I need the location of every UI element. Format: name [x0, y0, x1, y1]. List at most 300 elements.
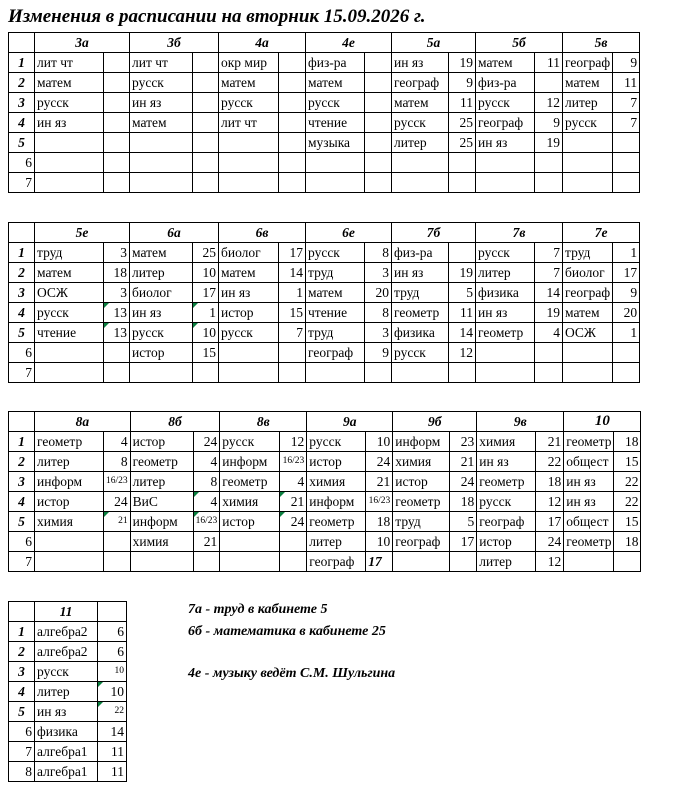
- subject-cell: [306, 173, 365, 193]
- lesson-number: 3: [9, 93, 35, 113]
- room-cell: 3: [104, 283, 130, 303]
- subject-cell: [306, 363, 365, 383]
- note-4e: 4е - музыку ведёт С.М. Шульгина: [188, 666, 396, 681]
- room-cell: [280, 532, 307, 552]
- room-cell: 17: [450, 532, 477, 552]
- room-cell: [279, 363, 306, 383]
- subject-cell: информ: [307, 492, 366, 512]
- subject-cell: географ: [563, 53, 613, 73]
- room-cell: 21: [193, 532, 220, 552]
- table-row: [9, 662, 127, 682]
- room-cell: [449, 363, 476, 383]
- room-cell: 12: [449, 343, 476, 363]
- subject-cell: химия: [130, 532, 193, 552]
- room-cell: 1: [193, 303, 219, 323]
- table-row: [9, 532, 641, 552]
- room-cell: 17: [279, 243, 306, 263]
- room-cell: 7: [613, 93, 640, 113]
- lesson-number: 4: [9, 682, 35, 702]
- subject-cell: географ: [477, 512, 536, 532]
- corner-cell: [9, 223, 35, 243]
- room-cell: [365, 173, 392, 193]
- room-cell: 16/23: [366, 492, 393, 512]
- class-header-7в: 7в: [476, 223, 563, 243]
- room-cell: 16/23: [193, 512, 220, 532]
- subject-cell: матем: [392, 93, 449, 113]
- room-cell: [613, 173, 640, 193]
- room-cell: [280, 552, 307, 572]
- room-cell: [193, 133, 219, 153]
- table-row: [9, 552, 641, 572]
- room-cell: 10: [193, 263, 219, 283]
- corner-cell: [9, 412, 35, 432]
- room-cell: [535, 73, 563, 93]
- lesson-number: 4: [9, 113, 35, 133]
- subject-cell: литер: [307, 532, 366, 552]
- subject-cell: [220, 552, 280, 572]
- room-cell: 7: [279, 323, 306, 343]
- room-cell: 15: [279, 303, 306, 323]
- room-cell: [193, 173, 219, 193]
- room-cell: [193, 53, 219, 73]
- class-header-8а: 8а: [35, 412, 131, 432]
- subject-cell: труд: [393, 512, 450, 532]
- table-row: [9, 303, 640, 323]
- lesson-number: 5: [9, 323, 35, 343]
- room-cell: [365, 93, 392, 113]
- table-row: [9, 492, 641, 512]
- room-cell: [279, 343, 306, 363]
- subject-cell: физика: [392, 323, 449, 343]
- subject-cell: геометр: [220, 472, 280, 492]
- room-cell: 18: [614, 532, 641, 552]
- subject-cell: геометр: [130, 452, 193, 472]
- room-cell: 24: [280, 512, 307, 532]
- subject-cell: информ: [130, 512, 193, 532]
- subject-cell: алгебра1: [35, 762, 98, 782]
- subject-cell: русск: [130, 73, 193, 93]
- room-cell: 17: [613, 263, 640, 283]
- subject-cell: геометр: [564, 532, 614, 552]
- lesson-number: 1: [9, 432, 35, 452]
- header-row: [9, 602, 127, 622]
- subject-cell: русск: [306, 93, 365, 113]
- room-cell: [104, 113, 130, 133]
- subject-cell: матем: [476, 53, 535, 73]
- room-cell: [365, 113, 392, 133]
- room-cell: [365, 53, 392, 73]
- subject-cell: [563, 133, 613, 153]
- subject-cell: ин яз: [219, 283, 279, 303]
- subject-cell: литер: [476, 263, 535, 283]
- room-cell: [279, 93, 306, 113]
- room-cell: [104, 53, 130, 73]
- subject-cell: биолог: [130, 283, 193, 303]
- subject-cell: [476, 153, 535, 173]
- room-cell: [535, 363, 563, 383]
- lesson-number: 6: [9, 343, 35, 363]
- subject-cell: литер: [130, 472, 193, 492]
- room-cell: 13: [104, 303, 130, 323]
- subject-cell: истор: [219, 303, 279, 323]
- room-cell: 11: [98, 762, 127, 782]
- subject-cell: литер: [563, 93, 613, 113]
- subject-cell: [130, 133, 193, 153]
- table-row: [9, 93, 640, 113]
- subject-cell: [219, 133, 279, 153]
- room-cell: [104, 133, 130, 153]
- subject-cell: русск: [35, 662, 98, 682]
- subject-cell: [219, 153, 279, 173]
- header-row: [9, 33, 640, 53]
- table-row: [9, 153, 640, 173]
- room-cell: 22: [614, 492, 641, 512]
- class-header-5е: 5е: [35, 223, 130, 243]
- subject-cell: физика: [476, 283, 535, 303]
- subject-cell: [564, 552, 614, 572]
- subject-cell: русск: [130, 323, 193, 343]
- room-cell: 8: [193, 472, 220, 492]
- room-cell: 10: [366, 432, 393, 452]
- room-cell: 21: [536, 432, 564, 452]
- room-cell: [450, 552, 477, 572]
- subject-cell: химия: [477, 432, 536, 452]
- room-cell: 4: [535, 323, 563, 343]
- room-cell: 7: [613, 113, 640, 133]
- subject-cell: геометр: [476, 323, 535, 343]
- subject-cell: ин яз: [477, 452, 536, 472]
- subject-cell: литер: [392, 133, 449, 153]
- table-row: [9, 263, 640, 283]
- subject-cell: географ: [563, 283, 613, 303]
- room-cell: [449, 173, 476, 193]
- corner-cell: [9, 602, 35, 622]
- class-header-6е: 6е: [306, 223, 392, 243]
- subject-cell: [130, 153, 193, 173]
- room-cell: 1: [613, 243, 640, 263]
- subject-cell: ин яз: [130, 93, 193, 113]
- subject-cell: чтение: [306, 113, 365, 133]
- room-cell: 8: [104, 452, 131, 472]
- subject-cell: литер: [130, 263, 193, 283]
- class-header-3б: 3б: [130, 33, 219, 53]
- lesson-number: 2: [9, 452, 35, 472]
- table-row: [9, 363, 640, 383]
- room-cell: 15: [614, 512, 641, 532]
- subject-cell: истор: [220, 512, 280, 532]
- table-row: [9, 742, 127, 762]
- room-cell: [279, 53, 306, 73]
- subject-cell: [563, 363, 613, 383]
- table-row: [9, 73, 640, 93]
- subject-cell: матем: [306, 73, 365, 93]
- subject-cell: химия: [393, 452, 450, 472]
- room-cell: 10: [98, 662, 127, 682]
- subject-cell: [220, 532, 280, 552]
- subject-cell: физ-ра: [476, 73, 535, 93]
- room-cell: 18: [536, 472, 564, 492]
- table-row: [9, 173, 640, 193]
- table-row: [9, 702, 127, 722]
- subject-cell: чтение: [306, 303, 365, 323]
- subject-cell: [392, 153, 449, 173]
- room-cell: [365, 133, 392, 153]
- subject-cell: [35, 532, 104, 552]
- subject-cell: алгебра1: [35, 742, 98, 762]
- subject-cell: литер: [35, 452, 104, 472]
- subject-cell: физика: [35, 722, 98, 742]
- class-header-3а: 3а: [35, 33, 130, 53]
- lesson-number: 3: [9, 662, 35, 682]
- subject-cell: истор: [393, 472, 450, 492]
- subject-cell: ин яз: [35, 702, 98, 722]
- room-cell: [613, 153, 640, 173]
- room-cell: 22: [536, 452, 564, 472]
- subject-cell: русск: [307, 432, 366, 452]
- subject-cell: [563, 153, 613, 173]
- subject-cell: общест: [564, 452, 614, 472]
- subject-cell: истор: [130, 343, 193, 363]
- subject-cell: химия: [220, 492, 280, 512]
- table-row: [9, 722, 127, 742]
- class-header-7е: 7е: [563, 223, 640, 243]
- lesson-number: 7: [9, 552, 35, 572]
- lesson-number: 2: [9, 73, 35, 93]
- subject-cell: ОСЖ: [563, 323, 613, 343]
- subject-cell: ин яз: [476, 303, 535, 323]
- subject-cell: матем: [130, 113, 193, 133]
- room-cell: 11: [613, 73, 640, 93]
- subject-cell: русск: [35, 93, 104, 113]
- lesson-number: 1: [9, 622, 35, 642]
- lesson-number: 6: [9, 722, 35, 742]
- room-cell: 9: [613, 53, 640, 73]
- room-cell: [193, 552, 220, 572]
- schedule-block-3: [8, 411, 641, 572]
- room-cell: [613, 363, 640, 383]
- subject-cell: истор: [307, 452, 366, 472]
- room-cell: 19: [535, 303, 563, 323]
- subject-cell: информ: [35, 472, 104, 492]
- note-6b: 6б - математика в кабинете 25: [188, 624, 386, 639]
- subject-cell: литер: [477, 552, 536, 572]
- class-header-9б: 9б: [393, 412, 477, 432]
- room-cell: [104, 343, 130, 363]
- room-cell: 19: [449, 263, 476, 283]
- room-cell: 5: [450, 512, 477, 532]
- class-header-7б: 7б: [392, 223, 476, 243]
- class-header-5а: 5а: [392, 33, 476, 53]
- room-cell: [535, 173, 563, 193]
- subject-cell: [476, 343, 535, 363]
- header-row: [9, 412, 641, 432]
- lesson-number: 7: [9, 173, 35, 193]
- subject-cell: алгебра2: [35, 622, 98, 642]
- subject-cell: ин яз: [564, 492, 614, 512]
- room-cell: 17: [366, 552, 393, 572]
- subject-cell: матем: [563, 73, 613, 93]
- class-header-9в: 9в: [477, 412, 564, 432]
- subject-cell: [35, 363, 104, 383]
- room-cell: 9: [365, 343, 392, 363]
- subject-cell: [563, 343, 613, 363]
- subject-cell: [130, 173, 193, 193]
- lesson-number: 6: [9, 153, 35, 173]
- lesson-number: 5: [9, 702, 35, 722]
- room-cell: [193, 113, 219, 133]
- room-cell: 21: [450, 452, 477, 472]
- subject-cell: лит чт: [130, 53, 193, 73]
- room-cell: 3: [365, 323, 392, 343]
- table-row: [9, 323, 640, 343]
- room-cell: 7: [535, 263, 563, 283]
- subject-cell: биолог: [219, 243, 279, 263]
- room-cell: 17: [193, 283, 219, 303]
- lesson-number: 3: [9, 283, 35, 303]
- empty-cell: [98, 602, 127, 622]
- room-cell: [613, 343, 640, 363]
- room-cell: [365, 73, 392, 93]
- room-cell: 3: [104, 243, 130, 263]
- room-cell: 22: [614, 472, 641, 492]
- lesson-number: 4: [9, 492, 35, 512]
- table-row: [9, 642, 127, 662]
- page-title: Изменения в расписании на вторник 15.09.2026 г.: [8, 6, 426, 27]
- room-cell: 12: [536, 552, 564, 572]
- lesson-number: 6: [9, 532, 35, 552]
- subject-cell: [35, 173, 104, 193]
- subject-cell: русск: [476, 93, 535, 113]
- lesson-number: 5: [9, 133, 35, 153]
- room-cell: 12: [280, 432, 307, 452]
- subject-cell: матем: [35, 263, 104, 283]
- subject-cell: матем: [130, 243, 193, 263]
- subject-cell: географ: [307, 552, 366, 572]
- room-cell: 14: [98, 722, 127, 742]
- room-cell: 14: [279, 263, 306, 283]
- lesson-number: 2: [9, 642, 35, 662]
- subject-cell: истор: [477, 532, 536, 552]
- subject-cell: ин яз: [35, 113, 104, 133]
- table-row: [9, 452, 641, 472]
- room-cell: 10: [193, 323, 219, 343]
- room-cell: [535, 343, 563, 363]
- room-cell: 11: [535, 53, 563, 73]
- subject-cell: ин яз: [392, 263, 449, 283]
- room-cell: 13: [104, 323, 130, 343]
- room-cell: [279, 73, 306, 93]
- corner-cell: [9, 33, 35, 53]
- subject-cell: физ-ра: [306, 53, 365, 73]
- room-cell: [104, 532, 131, 552]
- subject-cell: географ: [393, 532, 450, 552]
- room-cell: 19: [449, 53, 476, 73]
- room-cell: 25: [449, 133, 476, 153]
- subject-cell: труд: [392, 283, 449, 303]
- room-cell: 24: [366, 452, 393, 472]
- room-cell: 25: [193, 243, 219, 263]
- table-row: [9, 283, 640, 303]
- subject-cell: [35, 552, 104, 572]
- room-cell: 15: [614, 452, 641, 472]
- subject-cell: ОСЖ: [35, 283, 104, 303]
- subject-cell: истор: [35, 492, 104, 512]
- class-header-9а: 9а: [307, 412, 393, 432]
- lesson-number: 7: [9, 742, 35, 762]
- schedule-block-1: [8, 32, 640, 193]
- subject-cell: [130, 552, 193, 572]
- subject-cell: труд: [306, 263, 365, 283]
- subject-cell: истор: [130, 432, 193, 452]
- table-row: [9, 113, 640, 133]
- subject-cell: [392, 363, 449, 383]
- room-cell: [613, 133, 640, 153]
- subject-cell: труд: [306, 323, 365, 343]
- subject-cell: [476, 363, 535, 383]
- table-row: [9, 432, 641, 452]
- room-cell: 11: [98, 742, 127, 762]
- subject-cell: [219, 173, 279, 193]
- room-cell: 4: [193, 452, 220, 472]
- room-cell: 18: [614, 432, 641, 452]
- subject-cell: лит чт: [35, 53, 104, 73]
- room-cell: 18: [104, 263, 130, 283]
- room-cell: [449, 153, 476, 173]
- subject-cell: геометр: [307, 512, 366, 532]
- room-cell: [614, 552, 641, 572]
- subject-cell: [393, 552, 450, 572]
- table-row: [9, 512, 641, 532]
- schedule-block-11: [8, 601, 127, 782]
- room-cell: 14: [535, 283, 563, 303]
- class-header-8в: 8в: [220, 412, 307, 432]
- room-cell: 10: [98, 682, 127, 702]
- table-row: [9, 53, 640, 73]
- subject-cell: музыка: [306, 133, 365, 153]
- subject-cell: [476, 173, 535, 193]
- table-row: [9, 243, 640, 263]
- subject-cell: ин яз: [130, 303, 193, 323]
- subject-cell: [219, 343, 279, 363]
- room-cell: 15: [193, 343, 219, 363]
- room-cell: 11: [449, 303, 476, 323]
- class-header-8б: 8б: [130, 412, 220, 432]
- room-cell: 18: [450, 492, 477, 512]
- subject-cell: биолог: [563, 263, 613, 283]
- class-header-5б: 5б: [476, 33, 563, 53]
- table-row: [9, 472, 641, 492]
- subject-cell: [392, 173, 449, 193]
- room-cell: 3: [365, 263, 392, 283]
- subject-cell: литер: [35, 682, 98, 702]
- subject-cell: физ-ра: [392, 243, 449, 263]
- subject-cell: труд: [563, 243, 613, 263]
- subject-cell: лит чт: [219, 113, 279, 133]
- lesson-number: 7: [9, 363, 35, 383]
- room-cell: [193, 363, 219, 383]
- subject-cell: [35, 343, 104, 363]
- room-cell: 7: [535, 243, 563, 263]
- subject-cell: русск: [392, 343, 449, 363]
- room-cell: [193, 73, 219, 93]
- subject-cell: геометр: [35, 432, 104, 452]
- room-cell: [193, 153, 219, 173]
- room-cell: 9: [535, 113, 563, 133]
- room-cell: 8: [365, 243, 392, 263]
- room-cell: [449, 243, 476, 263]
- room-cell: [279, 153, 306, 173]
- subject-cell: ин яз: [476, 133, 535, 153]
